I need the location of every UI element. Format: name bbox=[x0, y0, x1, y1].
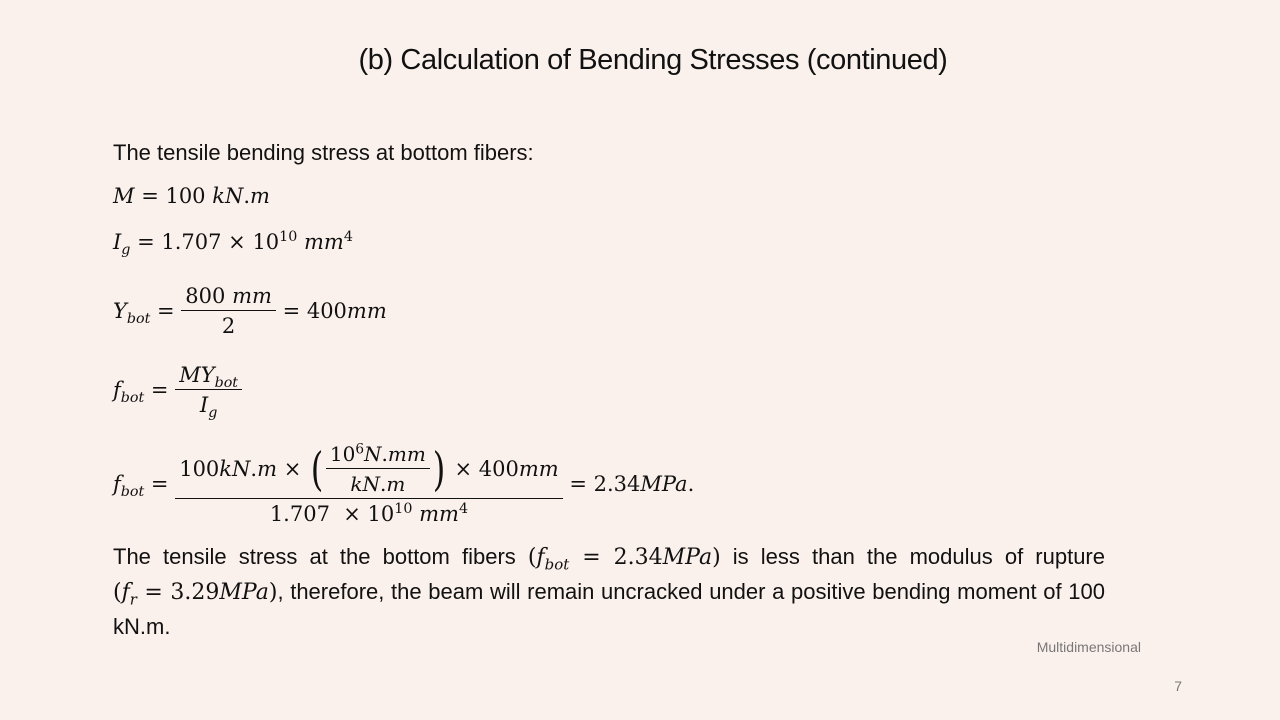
equation-fbot-value: $f_{bot}$ = 100 kN . m × ( $\frac{10^6N.mm}{kN.m}$ ) × 400 mm $1.707 \times 10^{10}$ $mm^4$ = 2.34 MPa . bbox=[113, 441, 695, 526]
slide-title: (b) Calculation of Bending Stresses (continued) bbox=[358, 44, 948, 76]
intro-text: The tensile bending stress at bottom fibers: bbox=[113, 140, 534, 165]
equation-fbot-formula: $f_{bot}$ = $\frac{MY_{bot}}{I_g}$ bbox=[113, 356, 242, 424]
footer-label: Multidimensional bbox=[1036, 639, 1141, 655]
equation-ybot: $Y_{bot}$ = $\frac{800 mm}{2}$ = 400 mm bbox=[113, 284, 387, 338]
equation-inertia: $I_g = 1.707 \times 10^{10}$ $mm^4$ bbox=[113, 229, 353, 259]
equation-moment: M = 100 kN.m bbox=[113, 184, 270, 208]
conclusion-paragraph: The tensile stress at the bottom fibers $(f_{bot} = 2.34MPa)$ is less than the modulus of rupture $(f_r = 3.29MPa)$, therefore, the beam will remain uncracked under a positive bending moment of 100 kN.m. bbox=[113, 544, 1106, 639]
page-number: 7 bbox=[1174, 678, 1182, 694]
